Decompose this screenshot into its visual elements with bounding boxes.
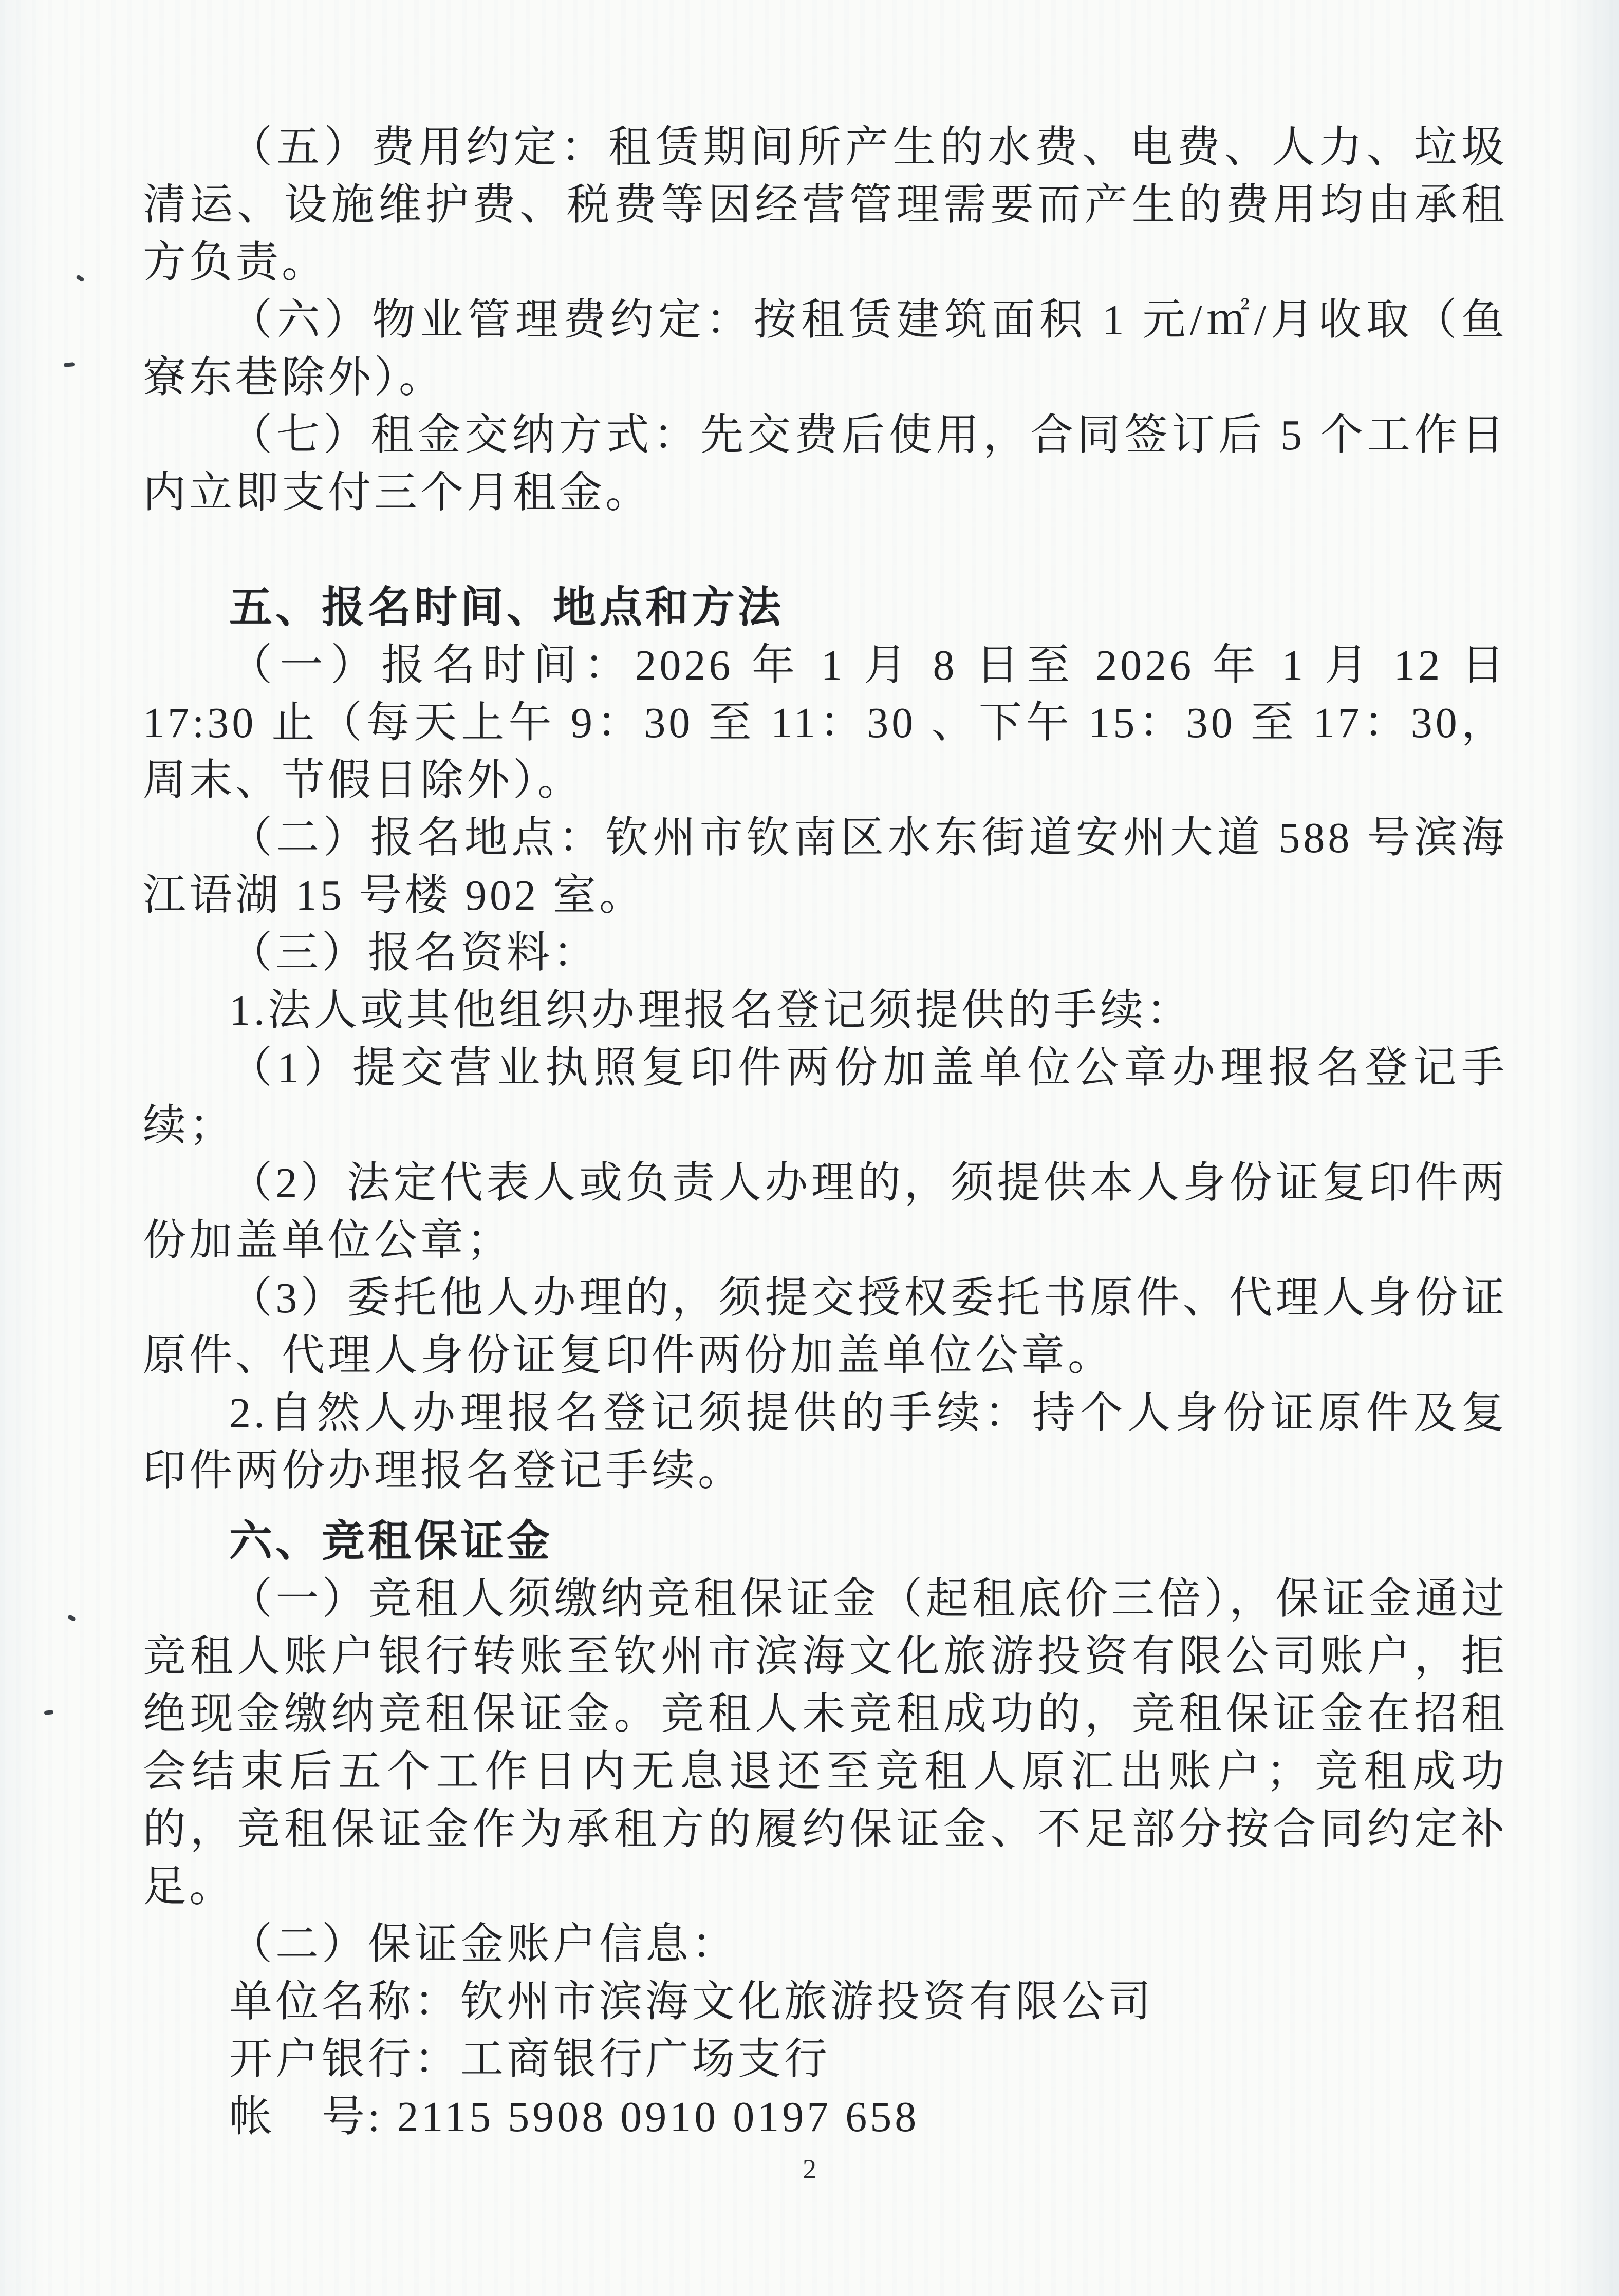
paragraph-rent-payment-method: （七）租金交纳方式：先交费后使用，合同签订后 5 个工作日内立即支付三个月租金。: [143, 411, 1508, 517]
page-number: 2: [803, 2154, 816, 2185]
paragraph-registration-place: （二）报名地点：钦州市钦南区水东街道安州大道 588 号滨海江语湖 15 号楼 902 室。: [143, 814, 1508, 919]
heading-section-6-deposit: 六、竞租保证金: [229, 1518, 553, 1566]
paragraph-item-1-business-license: （1）提交营业执照复印件两份加盖单位公章办理报名登记手续；: [143, 1044, 1508, 1150]
paragraph-account-number: 帐 号: 2115 5908 0910 0197 658: [229, 2093, 920, 2141]
scan-speck-3: [67, 1614, 76, 1622]
paragraph-item-3-entrusted-agent: （3）委托他人办理的，须提交授权委托书原件、代理人身份证原件、代理人身份证复印件两份加盖单位公章。: [143, 1274, 1508, 1380]
paragraph-fee-agreement: （五）费用约定：租赁期间所产生的水费、电费、人力、垃圾清运、设施维护费、税费等因经营管理需要而产生的费用均由承租方负责。: [143, 124, 1508, 287]
scan-speck-1: [76, 274, 85, 283]
paragraph-property-management-fee: （六）物业管理费约定：按租赁建筑面积 1 元/㎡/月收取（鱼寮东巷除外）。: [143, 296, 1508, 402]
paragraph-deposit-account-info: （二）保证金账户信息：: [229, 1921, 738, 1968]
paragraph-account-bank: 开户银行：工商银行广场支行: [229, 2036, 831, 2083]
scan-speck-2: [64, 362, 75, 367]
paragraph-natural-person-procedures: 2.自然人办理报名登记须提供的手续：持个人身份证原件及复印件两份办理报名登记手续。: [143, 1389, 1508, 1495]
heading-section-5-registration: 五、报名时间、地点和方法: [229, 584, 785, 632]
paragraph-registration-materials: （三）报名资料：: [229, 929, 600, 977]
paragraph-item-2-representative: （2）法定代表人或负责人办理的，须提供本人身份证复印件两份加盖单位公章；: [143, 1159, 1508, 1265]
paragraph-deposit-requirement: （一）竞租人须缴纳竞租保证金（起租底价三倍），保证金通过竞租人账户银行转账至钦州市滨海文化旅游投资有限公司账户，拒绝现金缴纳竞租保证金。竞租人未竞租成功的，竞租保证金在招租会结束后五个工作日内无息退还至竞租人原汇出账户；竞租成功的，竞租保证金作为承租方的履约保证金、不足部分按合同约定补足。: [143, 1575, 1508, 1911]
document-body: [143, 119, 1508, 2146]
scan-speck-4: [44, 1710, 54, 1715]
paragraph-legal-person-procedures: 1.法人或其他组织办理报名登记须提供的手续：: [229, 987, 1193, 1034]
paragraph-registration-time: （一）报名时间：2026 年 1 月 8 日至 2026 年 1 月 12 日 17:30 止（每天上午 9：30 至 11：30 、下午 15：30 至 17：30，周末、节假日除外）。: [143, 642, 1508, 804]
paragraph-account-name: 单位名称：钦州市滨海文化旅游投资有限公司: [229, 1978, 1155, 2026]
